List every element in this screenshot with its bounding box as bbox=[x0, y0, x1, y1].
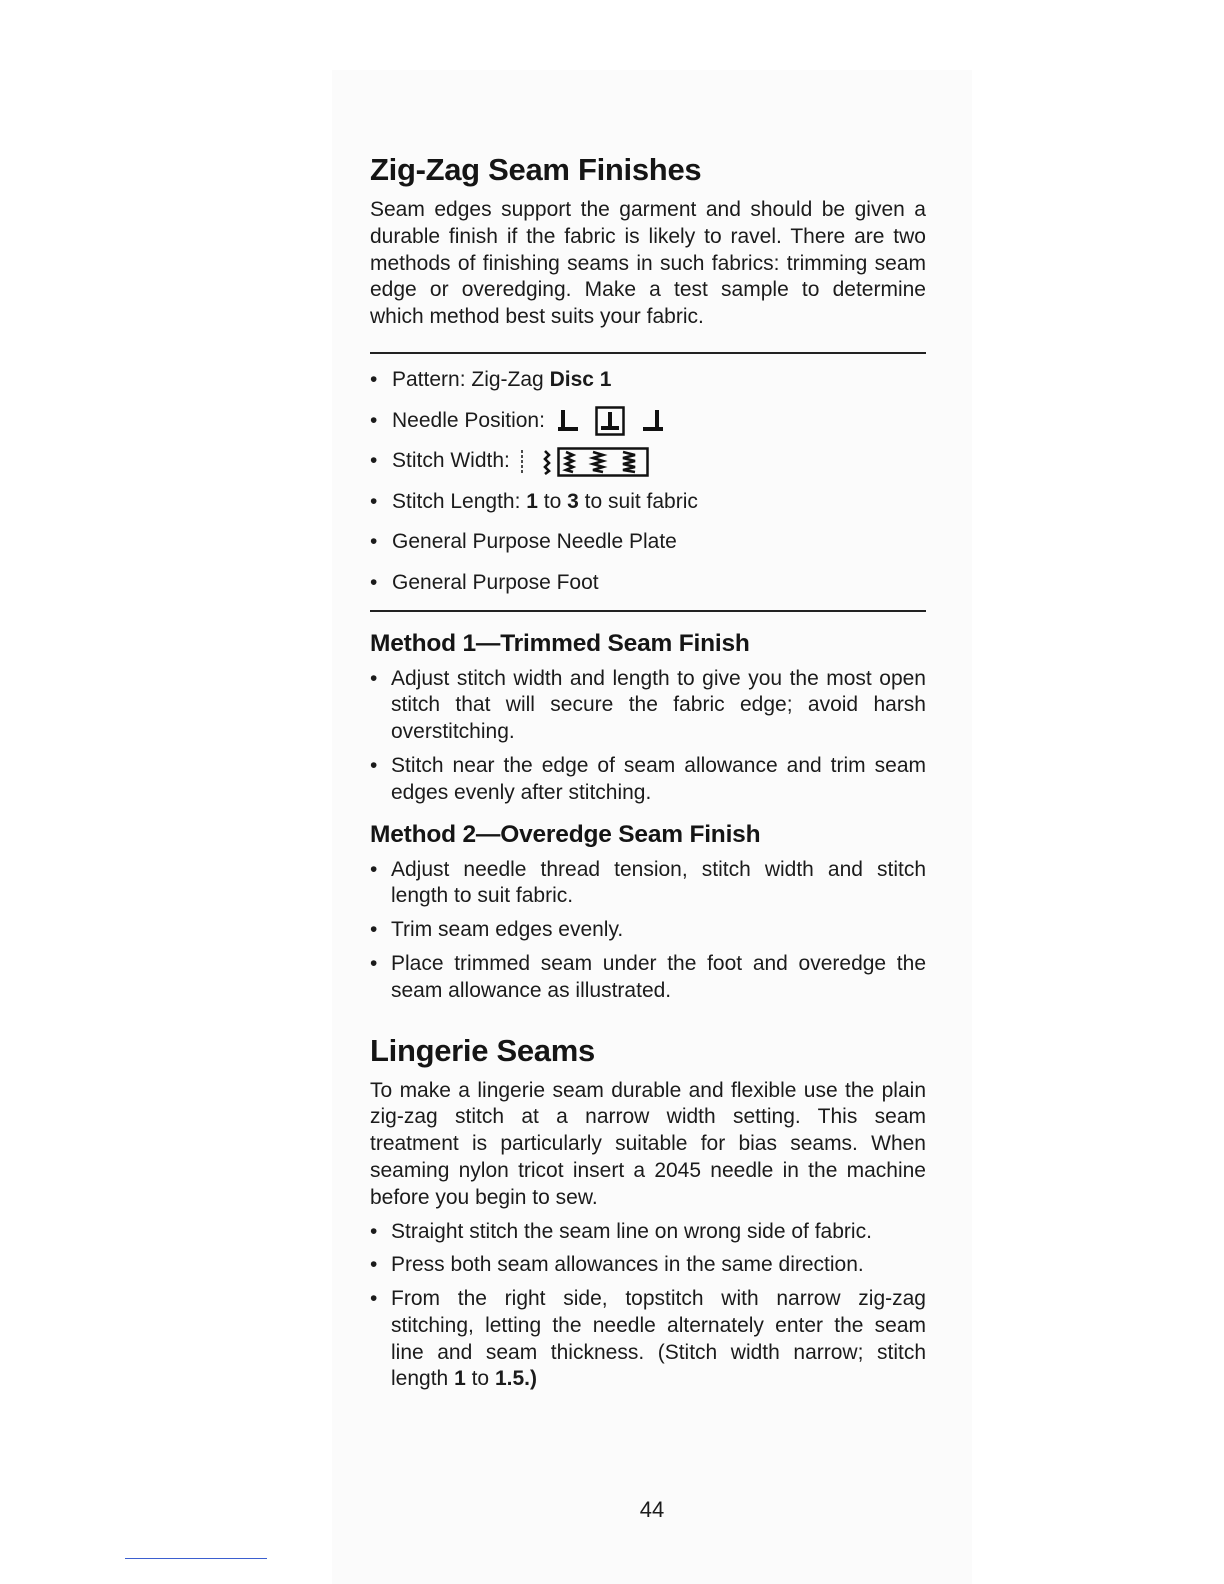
zigzag-intro: Seam edges support the garment and should be given a durable finish if the fabric is likely to ravel. There are two methods of finishing seams in such fabrics: trimming seam edge or overedging. Make a test sample to determine which method best suits your fabric. bbox=[370, 198, 926, 329]
method1-item: • Adjust stitch width and length to give you the most open stitch that will secure the fabric edge; avoid harsh overstitching. bbox=[370, 666, 926, 746]
link-underline[interactable] bbox=[125, 1558, 267, 1559]
pattern-value: Disc 1 bbox=[549, 367, 612, 391]
needle-label: Needle Position: bbox=[392, 408, 545, 432]
width-selected-group-icon bbox=[557, 447, 649, 477]
width-1-icon bbox=[542, 449, 552, 475]
section-title-lingerie: Lingerie Seams bbox=[370, 1032, 595, 1068]
width-label: Stitch Width: bbox=[392, 449, 510, 473]
setting-foot: • General Purpose Foot bbox=[370, 563, 926, 604]
setting-pattern bbox=[370, 360, 926, 401]
lingerie-item: • From the right side, topstitch with narrow zig-zag stitching, letting the needle alternately enter the seam line and seam thickness. (Stitch width narrow; stitch length 1 to 1.5.) bbox=[370, 1286, 926, 1393]
divider-top bbox=[370, 352, 926, 354]
method2-item: • Adjust needle thread tension, stitch width and stitch length to suit fabric. bbox=[370, 857, 926, 911]
needle-left-icon bbox=[555, 408, 581, 434]
needle-right-icon bbox=[640, 408, 666, 434]
needle-center-selected-icon bbox=[595, 406, 625, 436]
method2-item: • Trim seam edges evenly. bbox=[370, 917, 926, 944]
method2-title: Method 2—Overedge Seam Finish bbox=[370, 820, 761, 848]
pattern-label: Pattern: Zig-Zag bbox=[392, 367, 550, 391]
lingerie-list bbox=[370, 1219, 926, 1394]
method2-list bbox=[370, 857, 926, 1005]
method1-title: Method 1—Trimmed Seam Finish bbox=[370, 629, 750, 657]
method1-list bbox=[370, 666, 926, 807]
page-content bbox=[370, 152, 926, 1393]
page-number: 44 bbox=[639, 1497, 665, 1522]
lingerie-intro: To make a lingerie seam durable and flexible use the plain zig-zag stitch at a narrow width setting. This seam treatment is particularly suitable for bias seams. When seaming nylon tricot insert a 2045 needle in the machine before you begin to sew. bbox=[370, 1078, 926, 1209]
lingerie-item: • Straight stitch the seam line on wrong side of fabric. bbox=[370, 1219, 926, 1246]
setting-needle-position bbox=[370, 401, 926, 442]
lingerie-item: • Press both seam allowances in the same direction. bbox=[370, 1252, 926, 1279]
setting-stitch-length: • Stitch Length: 1 to 3 to suit fabric bbox=[370, 482, 926, 523]
method2-item: • Place trimmed seam under the foot and overedge the seam allowance as illustrated. bbox=[370, 951, 926, 1005]
section-title-zigzag: Zig-Zag Seam Finishes bbox=[370, 152, 702, 187]
setting-stitch-width bbox=[370, 441, 926, 482]
divider-bottom bbox=[370, 610, 926, 612]
width-straight-icon bbox=[518, 449, 526, 475]
settings-list bbox=[370, 360, 926, 604]
method1-item: • Stitch near the edge of seam allowance and trim seam edges evenly after stitching. bbox=[370, 753, 926, 807]
setting-needle-plate: • General Purpose Needle Plate bbox=[370, 522, 926, 563]
